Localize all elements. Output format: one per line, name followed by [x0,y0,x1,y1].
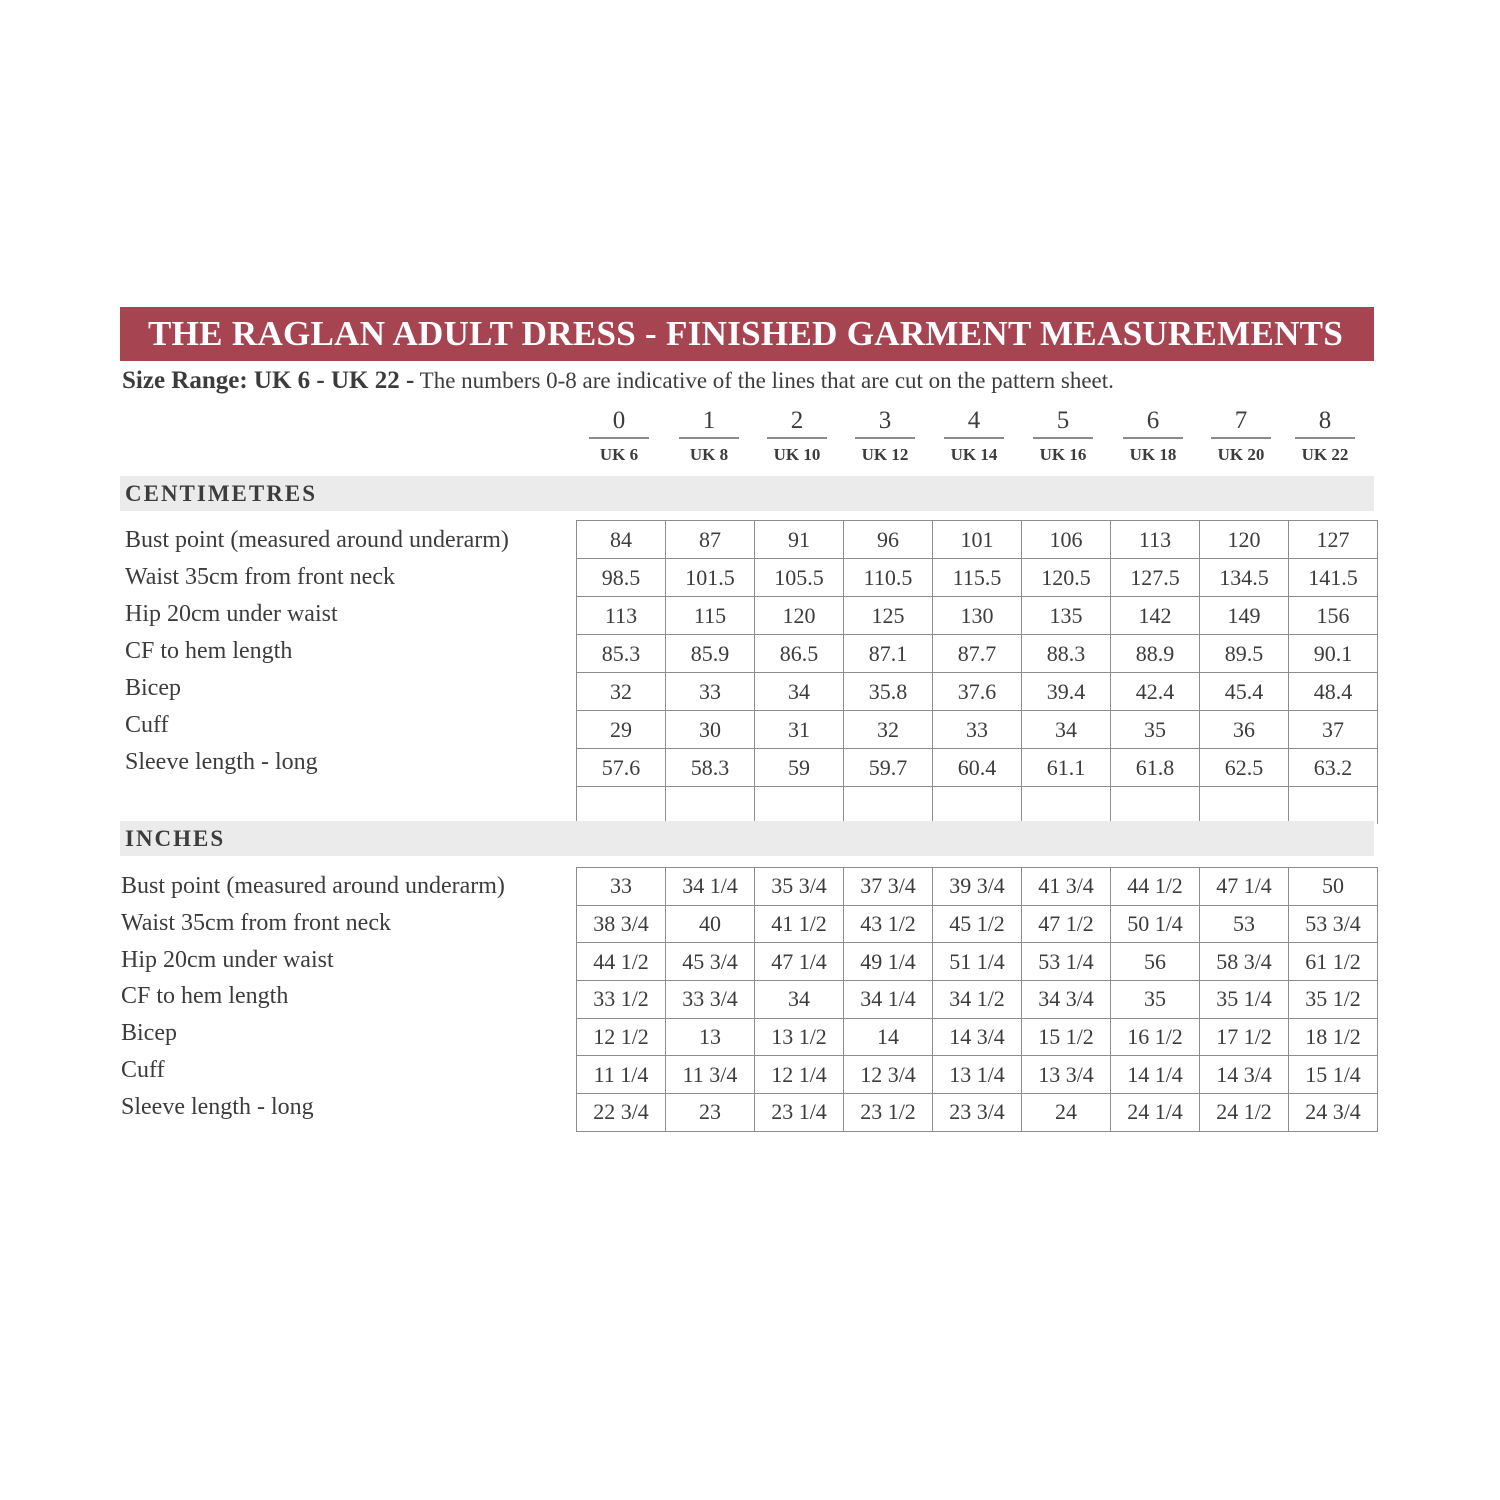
table-cell: 84 [577,521,666,559]
row-label: Cuff [125,711,169,738]
table-cell: 115 [666,597,755,635]
table-cell: 56 [1111,943,1200,981]
table-cell: 98.5 [577,559,666,597]
column-header [679,405,739,467]
size-range: Size Range: UK 6 - UK 22 - [122,367,415,394]
table-cell: 61 1/2 [1289,943,1378,981]
table-cell: 34 1/2 [933,981,1022,1019]
table-cell: 141.5 [1289,559,1378,597]
table-row [577,1018,1378,1056]
table-cell: 12 1/4 [755,1056,844,1094]
table-row [577,559,1378,597]
column-uk-size: UK 16 [1039,445,1087,464]
table-cell: 24 1/2 [1200,1094,1289,1132]
table-cell: 53 3/4 [1289,905,1378,943]
row-label: Bicep [121,1020,177,1047]
table-cell: 50 1/4 [1111,905,1200,943]
table-cell: 18 1/2 [1289,1018,1378,1056]
table-cell: 35 1/4 [1200,981,1289,1019]
row-label: Sleeve length - long [121,1093,314,1120]
table-cell: 15 1/4 [1289,1056,1378,1094]
column-number: 3 [855,405,915,439]
table-cell: 142 [1111,597,1200,635]
column-uk-size: UK 12 [861,445,909,464]
table-cell: 35 [1111,711,1200,749]
table-cell: 14 3/4 [1200,1056,1289,1094]
table-cell: 135 [1022,597,1111,635]
table-cell: 35 [1111,981,1200,1019]
table-cell: 45.4 [1200,673,1289,711]
table-cell-empty [577,787,666,825]
table-cell: 35 1/2 [1289,981,1378,1019]
table-row [577,1094,1378,1132]
table-row [577,673,1378,711]
table-cell: 59 [755,749,844,787]
table-cell: 58 3/4 [1200,943,1289,981]
row-label: Hip 20cm under waist [121,946,334,973]
table-cell: 50 [1289,868,1378,906]
table-cell: 12 3/4 [844,1056,933,1094]
table-cell: 22 3/4 [577,1094,666,1132]
cm-table [576,520,1378,824]
column-number: 7 [1211,405,1271,439]
table-cell: 90.1 [1289,635,1378,673]
column-uk-size: UK 20 [1217,445,1265,464]
column-number: 0 [589,405,649,439]
column-header [1123,405,1183,467]
row-label: CF to hem length [121,983,289,1010]
table-cell: 16 1/2 [1111,1018,1200,1056]
column-header [1295,405,1355,467]
table-cell: 34 3/4 [1022,981,1111,1019]
table-cell: 11 1/4 [577,1056,666,1094]
table-row-empty [577,787,1378,825]
table-cell: 34 [1022,711,1111,749]
table-cell: 134.5 [1200,559,1289,597]
row-label: Waist 35cm from front neck [121,910,391,937]
table-cell: 12 1/2 [577,1018,666,1056]
table-cell: 127 [1289,521,1378,559]
table-cell: 13 3/4 [1022,1056,1111,1094]
column-uk-size: UK 10 [773,445,821,464]
table-cell: 125 [844,597,933,635]
row-label: Sleeve length - long [125,748,318,775]
row-label: Hip 20cm under waist [125,600,338,627]
table-cell-empty [933,787,1022,825]
page-title: THE RAGLAN ADULT DRESS - FINISHED GARMENT MEASUREMENTS [120,307,1374,361]
table-cell: 34 [755,981,844,1019]
table-cell: 59.7 [844,749,933,787]
table-cell: 49 1/4 [844,943,933,981]
column-number: 5 [1033,405,1093,439]
column-uk-size: UK 14 [950,445,998,464]
column-number: 4 [944,405,1004,439]
table-cell: 53 1/4 [1022,943,1111,981]
table-cell: 24 [1022,1094,1111,1132]
table-cell: 13 1/2 [755,1018,844,1056]
table-cell: 88.9 [1111,635,1200,673]
column-header [944,405,1004,467]
table-cell: 14 [844,1018,933,1056]
table-cell: 62.5 [1200,749,1289,787]
table-cell: 23 1/2 [844,1094,933,1132]
table-row [577,1056,1378,1094]
column-uk-size: UK 6 [599,445,639,464]
table-cell: 45 3/4 [666,943,755,981]
table-cell: 101 [933,521,1022,559]
table-row [577,981,1378,1019]
table-cell-empty [755,787,844,825]
table-cell-empty [1111,787,1200,825]
table-cell: 35 3/4 [755,868,844,906]
table-row [577,635,1378,673]
table-cell: 44 1/2 [1111,868,1200,906]
table-row [577,868,1378,906]
table-cell: 96 [844,521,933,559]
table-cell: 61.8 [1111,749,1200,787]
table-cell: 39 3/4 [933,868,1022,906]
table-cell: 30 [666,711,755,749]
table-cell: 61.1 [1022,749,1111,787]
section-inches: INCHES [120,821,1374,856]
table-cell: 37 [1289,711,1378,749]
table-cell: 120 [1200,521,1289,559]
column-number: 6 [1123,405,1183,439]
table-cell: 127.5 [1111,559,1200,597]
table-cell: 33 1/2 [577,981,666,1019]
column-number: 2 [767,405,827,439]
table-cell: 89.5 [1200,635,1289,673]
table-cell: 87.1 [844,635,933,673]
table-cell: 32 [577,673,666,711]
table-cell: 48.4 [1289,673,1378,711]
table-row [577,905,1378,943]
table-cell-empty [1200,787,1289,825]
table-cell: 34 1/4 [666,868,755,906]
table-cell: 45 1/2 [933,905,1022,943]
column-uk-size: UK 8 [689,445,729,464]
table-cell-empty [666,787,755,825]
table-cell: 47 1/2 [1022,905,1111,943]
section-centimetres: CENTIMETRES [120,476,1374,511]
table-cell: 41 1/2 [755,905,844,943]
table-cell: 29 [577,711,666,749]
table-cell: 23 1/4 [755,1094,844,1132]
table-cell: 23 [666,1094,755,1132]
table-cell-empty [1289,787,1378,825]
table-cell: 34 1/4 [844,981,933,1019]
table-cell: 113 [577,597,666,635]
table-cell-empty [844,787,933,825]
table-cell: 130 [933,597,1022,635]
table-cell: 24 3/4 [1289,1094,1378,1132]
table-cell: 33 3/4 [666,981,755,1019]
table-cell: 57.6 [577,749,666,787]
table-cell: 13 [666,1018,755,1056]
table-cell: 37.6 [933,673,1022,711]
column-number: 8 [1295,405,1355,439]
table-cell: 17 1/2 [1200,1018,1289,1056]
table-cell: 156 [1289,597,1378,635]
column-header [855,405,915,467]
table-cell: 33 [666,673,755,711]
table-cell: 44 1/2 [577,943,666,981]
size-range-line [122,366,1114,396]
row-label: Waist 35cm from front neck [125,563,395,590]
table-cell: 39.4 [1022,673,1111,711]
table-cell: 106 [1022,521,1111,559]
table-row [577,597,1378,635]
table-row [577,749,1378,787]
table-cell: 47 1/4 [755,943,844,981]
table-cell: 38 3/4 [577,905,666,943]
table-cell: 149 [1200,597,1289,635]
table-cell: 87.7 [933,635,1022,673]
row-label: Bust point (measured around underarm) [121,873,505,900]
table-cell: 53 [1200,905,1289,943]
table-cell: 60.4 [933,749,1022,787]
column-uk-size: UK 22 [1301,445,1349,464]
table-cell: 23 3/4 [933,1094,1022,1132]
table-cell: 88.3 [1022,635,1111,673]
table-cell: 101.5 [666,559,755,597]
table-cell: 105.5 [755,559,844,597]
table-cell: 33 [577,868,666,906]
table-row [577,521,1378,559]
table-row [577,943,1378,981]
row-label: CF to hem length [125,637,293,664]
table-cell: 91 [755,521,844,559]
table-cell: 43 1/2 [844,905,933,943]
table-cell: 41 3/4 [1022,868,1111,906]
column-header [589,405,649,467]
table-cell: 63.2 [1289,749,1378,787]
table-cell: 14 1/4 [1111,1056,1200,1094]
table-cell: 86.5 [755,635,844,673]
table-cell: 31 [755,711,844,749]
table-cell: 85.3 [577,635,666,673]
table-cell: 51 1/4 [933,943,1022,981]
table-cell: 47 1/4 [1200,868,1289,906]
table-cell: 13 1/4 [933,1056,1022,1094]
table-cell: 32 [844,711,933,749]
table-cell: 35.8 [844,673,933,711]
table-cell: 42.4 [1111,673,1200,711]
table-cell: 24 1/4 [1111,1094,1200,1132]
column-header [767,405,827,467]
table-cell: 58.3 [666,749,755,787]
row-label: Cuff [121,1056,165,1083]
table-cell: 34 [755,673,844,711]
column-header [1211,405,1271,467]
size-note: The numbers 0-8 are indicative of the lines that are cut on the pattern sheet. [419,368,1114,393]
table-cell: 85.9 [666,635,755,673]
table-cell: 15 1/2 [1022,1018,1111,1056]
table-cell: 36 [1200,711,1289,749]
row-label: Bicep [125,674,181,701]
in-table [576,867,1378,1132]
table-cell: 14 3/4 [933,1018,1022,1056]
table-cell: 120.5 [1022,559,1111,597]
table-cell-empty [1022,787,1111,825]
table-cell: 11 3/4 [666,1056,755,1094]
table-cell: 33 [933,711,1022,749]
column-number: 1 [679,405,739,439]
table-cell: 87 [666,521,755,559]
table-row [577,711,1378,749]
table-cell: 110.5 [844,559,933,597]
column-uk-size: UK 18 [1129,445,1177,464]
table-cell: 37 3/4 [844,868,933,906]
table-cell: 113 [1111,521,1200,559]
column-header [1033,405,1093,467]
table-cell: 40 [666,905,755,943]
table-cell: 120 [755,597,844,635]
table-cell: 115.5 [933,559,1022,597]
row-label: Bust point (measured around underarm) [125,526,509,553]
